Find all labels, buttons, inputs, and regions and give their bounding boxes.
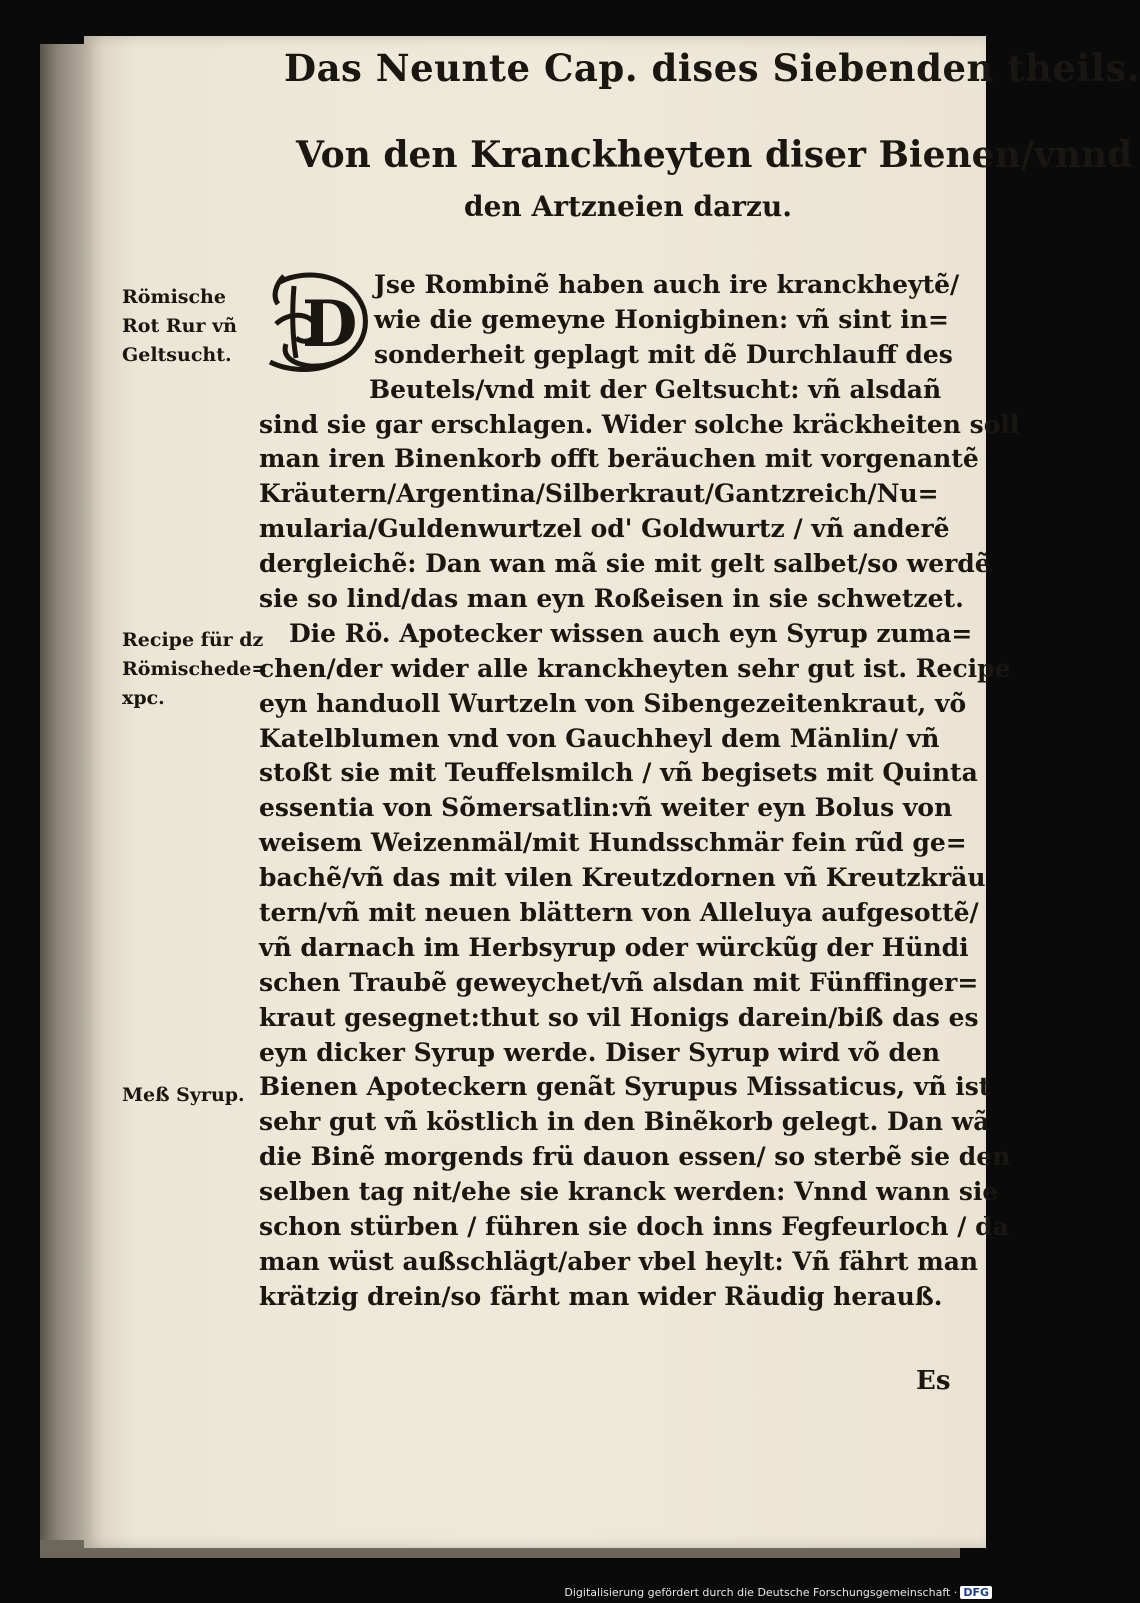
text-line: Beutels/vnd mit der Geltsucht: vñ alsdañ	[369, 374, 942, 404]
text-line: Kräutern/Argentina/Silberkraut/Gantzreich/Nu=	[259, 479, 939, 509]
text-line: tern/vñ mit neuen blättern von Alleluya aufgesottẽ/	[259, 898, 979, 928]
text-line: man wüst außschlägt/aber vbel heylt: Vñ fährt man	[259, 1246, 979, 1276]
book-page	[84, 36, 1140, 1548]
margin-note-line: Rot Rur vñ	[122, 315, 237, 337]
text-line: essentia von Sõmersatlin:vñ weiter eyn Bolus von	[259, 793, 953, 823]
text-line: die Binẽ morgends frü dauon essen/ so sterbẽ sie den	[259, 1142, 1011, 1172]
margin-note-line: Meß Syrup.	[122, 1084, 245, 1106]
initial-letter: D	[302, 287, 358, 362]
text-line: dergleichẽ: Dan wan mã sie mit gelt salbet/so werdẽ	[259, 549, 991, 579]
text-line: Die Rö. Apotecker wissen auch eyn Syrup zuma=	[289, 618, 973, 648]
text-line: Bienen Apoteckern genãt Syrupus Missaticus, vñ ist	[259, 1072, 991, 1102]
margin-note-3	[122, 1081, 252, 1110]
digitization-credit	[564, 1586, 992, 1599]
credit-text: Digitalisierung gefördert durch die Deutsche Forschungsgemeinschaft ·	[564, 1586, 958, 1599]
text-line: sehr gut vñ köstlich in den Binẽkorb gelegt. Dan wã	[259, 1107, 990, 1137]
margin-note-line: Römischede=	[122, 658, 268, 680]
running-head: Das Neunte Cap. dises Siebenden theils.	[284, 46, 1140, 90]
text-line: schon stürben / führen sie doch inns Fegfeurloch / da	[259, 1212, 1009, 1242]
text-line: kraut gesegnet:thut so vil Honigs darein/biß das es	[259, 1002, 979, 1032]
text-line: krätzig drein/so färht man wider Räudig herauß.	[259, 1281, 943, 1311]
margin-note-line: Geltsucht.	[122, 344, 232, 366]
margin-note-line: xpc.	[122, 687, 165, 709]
text-line: mularia/Guldenwurtzel od' Goldwurtz / vñ anderẽ	[259, 514, 950, 544]
text-line: selben tag nit/ehe sie kranck werden: Vnnd wann sie	[259, 1177, 999, 1207]
text-line: eyn dicker Syrup werde. Diser Syrup wird võ den	[259, 1037, 941, 1067]
text-line: sonderheit geplagt mit dẽ Durchlauff des	[374, 339, 953, 369]
text-line: wie die gemeyne Honigbinen: vñ sint in=	[374, 304, 949, 334]
margin-note-line: Römische	[122, 286, 226, 308]
text-line: sie so lind/das man eyn Roßeisen in sie schwetzet.	[259, 584, 964, 614]
text-line: bachẽ/vñ das mit vilen Kreutzdornen vñ Kreutzkräu	[259, 863, 986, 893]
margin-note-line: Recipe für dz	[122, 629, 264, 651]
text-line: eyn handuoll Wurtzeln von Sibengezeitenkraut, võ	[259, 688, 967, 718]
text-line: man iren Binenkorb offt beräuchen mit vorgenantẽ	[259, 444, 979, 474]
text-line: stoßt sie mit Teuffelsmilch / vñ begisets mit Quinta	[259, 758, 978, 788]
text-line: schen Traubẽ geweychet/vñ alsdan mit Fünffinger=	[259, 967, 979, 997]
chapter-title-line-2: den Artzneien darzu.	[464, 190, 793, 223]
text-line: Jse Rombinẽ haben auch ire kranckheytẽ/	[374, 270, 960, 299]
text-line: sind sie gar erschlagen. Wider solche kräckheiten soll	[259, 409, 1020, 439]
text-line: vñ darnach im Herbsyrup oder würckũg der Hündi	[259, 932, 969, 962]
book-fore-edge	[40, 44, 86, 1554]
margin-note-1	[122, 283, 252, 370]
dfg-logo: DFG	[960, 1586, 992, 1599]
text-line: Katelblumen vnd von Gauchheyl dem Mänlin/ vñ	[259, 723, 940, 753]
text-line: weisem Weizenmäl/mit Hundsschmär fein rũd ge=	[259, 828, 967, 858]
chapter-title-line-1: Von den Kranckheyten diser Bienen/vnnd	[296, 134, 1133, 176]
catchword: Es	[916, 1366, 951, 1396]
margin-note-2	[122, 626, 268, 713]
text-line: chen/der wider alle kranckheyten sehr gut ist. Recipe	[259, 653, 1011, 683]
body-text	[259, 268, 1020, 1315]
